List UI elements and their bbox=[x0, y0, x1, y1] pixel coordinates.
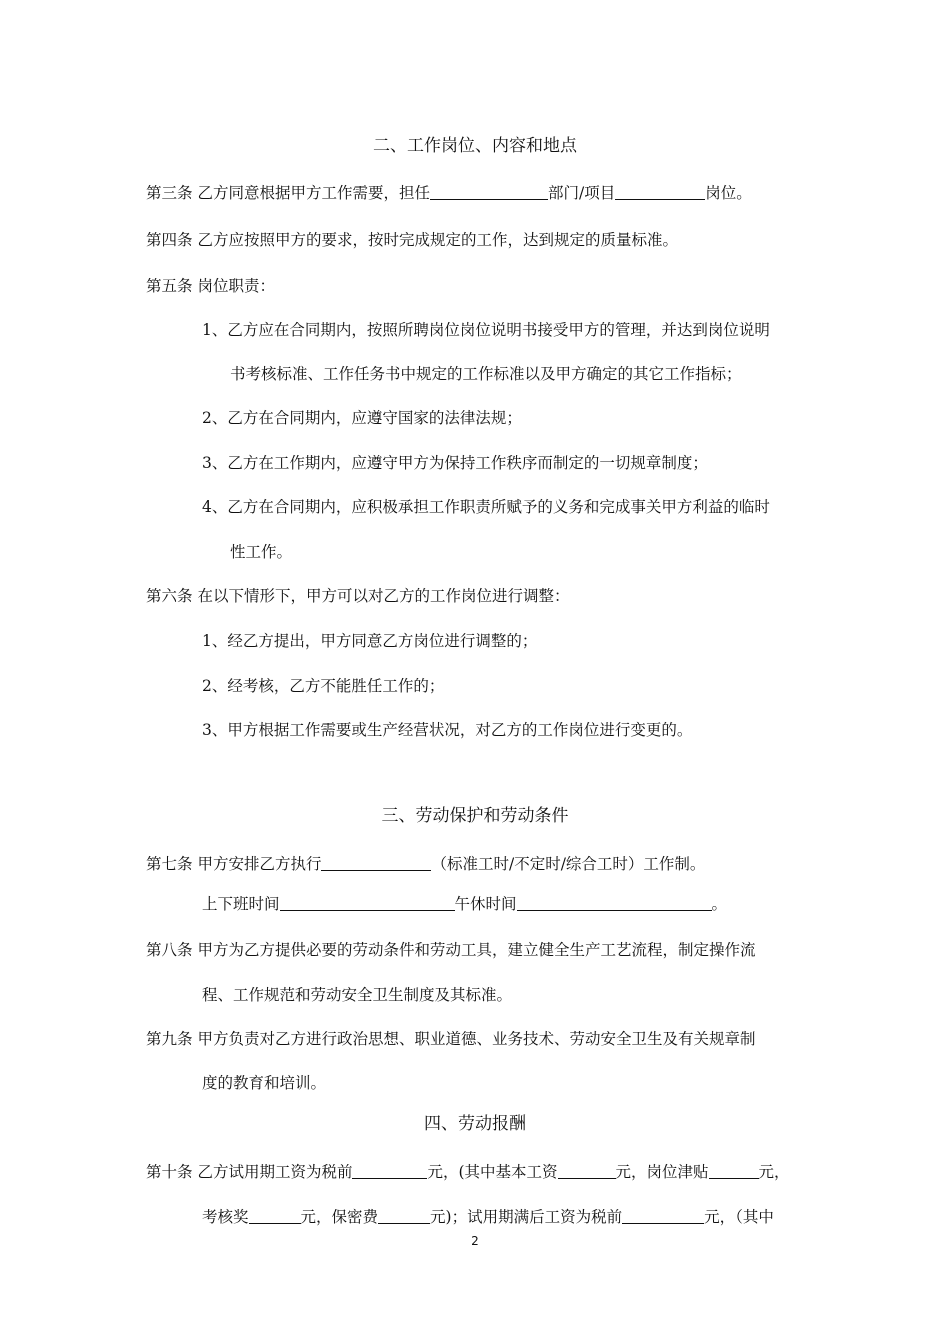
article-text: 岗位职责： bbox=[197, 277, 275, 295]
article-5 bbox=[146, 276, 275, 296]
article-text: 乙方同意根据甲方工作需要，担任 bbox=[197, 184, 430, 202]
list-item-continuation: 性工作。 bbox=[230, 543, 293, 561]
article-text: 元，(其中基本工资 bbox=[427, 1163, 558, 1181]
article-label: 第三条 bbox=[146, 184, 193, 202]
article-label: 第六条 bbox=[146, 587, 193, 605]
section-heading-2: 二、工作岗位、内容和地点 bbox=[373, 136, 577, 156]
article-label: 第八条 bbox=[146, 941, 193, 959]
list-item: 2、乙方在合同期内，应遵守国家的法律法规； bbox=[202, 409, 522, 427]
article-text: （标准工时/不定时/综合工时）工作制。 bbox=[431, 855, 706, 873]
article-8 bbox=[146, 940, 755, 960]
list-item: 1、经乙方提出，甲方同意乙方岗位进行调整的； bbox=[202, 632, 538, 650]
page-number: 2 bbox=[471, 1234, 479, 1248]
article-text: 。 bbox=[711, 895, 728, 913]
blank-field[interactable] bbox=[622, 1208, 704, 1224]
article-text: 甲方安排乙方执行 bbox=[197, 855, 322, 873]
article-text: 元， bbox=[758, 1163, 790, 1181]
article-4 bbox=[146, 230, 678, 250]
list-item: 3、甲方根据工作需要或生产经营状况，对乙方的工作岗位进行变更的。 bbox=[202, 721, 693, 739]
list-item: 4、乙方在合同期内，应积极承担工作职责所赋予的义务和完成事关甲方利益的临时 bbox=[202, 498, 770, 516]
blank-field[interactable] bbox=[352, 1163, 427, 1179]
blank-field[interactable] bbox=[558, 1163, 616, 1179]
article-text: 甲方为乙方提供必要的劳动条件和劳动工具，建立健全生产工艺流程，制定操作流 bbox=[197, 941, 756, 959]
blank-field[interactable] bbox=[517, 895, 712, 911]
article-text: 甲方负责对乙方进行政治思想、职业道德、业务技术、劳动安全卫生及有关规章制 bbox=[197, 1030, 756, 1048]
article-9 bbox=[146, 1029, 755, 1049]
blank-field[interactable] bbox=[321, 855, 431, 871]
list-item-continuation: 书考核标准、工作任务书中规定的工作标准以及甲方确定的其它工作指标； bbox=[230, 365, 742, 383]
article-3 bbox=[146, 183, 752, 203]
article-text: 上下班时间 bbox=[202, 895, 280, 913]
blank-field[interactable] bbox=[709, 1163, 759, 1179]
section-heading-4: 四、劳动报酬 bbox=[424, 1114, 526, 1134]
list-item: 3、乙方在工作期内，应遵守甲方为保持工作秩序而制定的一切规章制度； bbox=[202, 454, 708, 472]
article-text: 岗位。 bbox=[705, 184, 752, 202]
article-continuation: 程、工作规范和劳动安全卫生制度及其标准。 bbox=[202, 986, 513, 1004]
article-label: 第七条 bbox=[146, 855, 193, 873]
article-text: 在以下情形下，甲方可以对乙方的工作岗位进行调整： bbox=[197, 587, 570, 605]
list-item: 1、乙方应在合同期内，按照所聘岗位岗位说明书接受甲方的管理，并达到岗位说明 bbox=[202, 321, 770, 339]
article-text: 元，（其中 bbox=[704, 1208, 774, 1226]
blank-field[interactable] bbox=[249, 1208, 301, 1224]
blank-field[interactable] bbox=[430, 184, 548, 200]
article-text: 元，保密费 bbox=[300, 1208, 379, 1226]
blank-field[interactable] bbox=[378, 1208, 430, 1224]
article-text: 乙方应按照甲方的要求，按时完成规定的工作，达到规定的质量标准。 bbox=[197, 231, 678, 249]
article-text: 元，岗位津贴 bbox=[615, 1163, 709, 1181]
list-item: 2、经考核，乙方不能胜任工作的； bbox=[202, 677, 445, 695]
article-label: 第九条 bbox=[146, 1030, 193, 1048]
article-10-continuation bbox=[202, 1207, 774, 1227]
article-text: 考核奖 bbox=[202, 1208, 249, 1226]
article-text: 午休时间 bbox=[454, 895, 517, 913]
blank-field[interactable] bbox=[280, 895, 455, 911]
article-6 bbox=[146, 586, 569, 606]
blank-field[interactable] bbox=[615, 184, 705, 200]
article-label: 第十条 bbox=[146, 1163, 193, 1181]
article-label: 第四条 bbox=[146, 231, 193, 249]
article-text: 部门/项目 bbox=[547, 184, 616, 202]
article-7 bbox=[146, 854, 705, 874]
article-7-hours bbox=[202, 894, 727, 914]
article-label: 第五条 bbox=[146, 277, 193, 295]
section-heading-3: 三、劳动保护和劳动条件 bbox=[381, 806, 569, 826]
article-text: 元)；试用期满后工资为税前 bbox=[430, 1208, 623, 1226]
article-10 bbox=[146, 1162, 790, 1182]
article-text: 乙方试用期工资为税前 bbox=[197, 1163, 353, 1181]
article-continuation: 度的教育和培训。 bbox=[202, 1074, 327, 1092]
